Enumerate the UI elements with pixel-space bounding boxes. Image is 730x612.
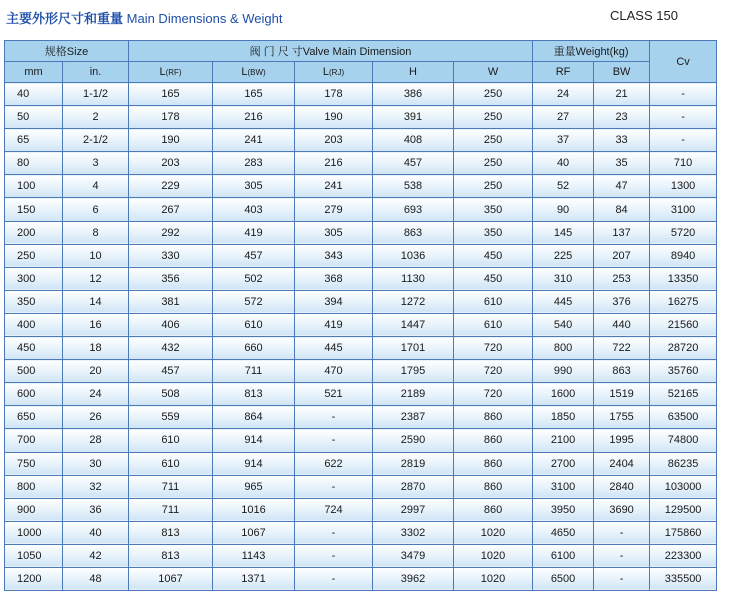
cell-in: 28: [63, 429, 129, 452]
cell-l-bw: 914: [213, 452, 295, 475]
table-row: [5, 521, 717, 544]
cell-h: 2997: [373, 498, 454, 521]
cell-l-rf: 165: [129, 83, 213, 106]
cell-mm: 450: [5, 337, 63, 360]
cell-l-bw: 216: [213, 106, 295, 129]
cell-l-rj: 203: [295, 129, 373, 152]
cell-w: 250: [454, 106, 533, 129]
table-row: [5, 267, 717, 290]
cell-cv: 13350: [650, 267, 717, 290]
cell-l-rj: 343: [295, 244, 373, 267]
cell-wt-rf: 990: [533, 360, 594, 383]
cell-wt-bw: -: [594, 544, 650, 567]
pressure-class-label: CLASS 150: [610, 8, 678, 23]
table-row: [5, 337, 717, 360]
table-row: [5, 244, 717, 267]
cell-l-rj: 445: [295, 337, 373, 360]
cell-l-bw: 1143: [213, 544, 295, 567]
cell-in: 2: [63, 106, 129, 129]
cell-h: 2819: [373, 452, 454, 475]
cell-h: 1272: [373, 290, 454, 313]
cell-in: 14: [63, 290, 129, 313]
cell-cv: -: [650, 83, 717, 106]
cell-mm: 900: [5, 498, 63, 521]
cell-wt-rf: 27: [533, 106, 594, 129]
cell-l-rj: 190: [295, 106, 373, 129]
cell-l-rj: 521: [295, 383, 373, 406]
cell-l-rf: 203: [129, 152, 213, 175]
cell-wt-rf: 37: [533, 129, 594, 152]
cell-wt-bw: -: [594, 567, 650, 590]
cell-l-rf: 1067: [129, 567, 213, 590]
cell-mm: 400: [5, 313, 63, 336]
header-row-group: [5, 41, 717, 62]
cell-mm: 40: [5, 83, 63, 106]
cell-in: 20: [63, 360, 129, 383]
header-l-bw: [213, 62, 295, 83]
cell-h: 2870: [373, 475, 454, 498]
cell-mm: 1000: [5, 521, 63, 544]
cell-w: 1020: [454, 544, 533, 567]
cell-wt-bw: 33: [594, 129, 650, 152]
cell-cv: 223300: [650, 544, 717, 567]
cell-mm: 600: [5, 383, 63, 406]
cell-wt-rf: 1850: [533, 406, 594, 429]
cell-mm: 50: [5, 106, 63, 129]
dimensions-table: [4, 40, 717, 591]
cell-wt-bw: 3690: [594, 498, 650, 521]
cell-wt-bw: 440: [594, 313, 650, 336]
cell-l-rj: 178: [295, 83, 373, 106]
cell-w: 450: [454, 244, 533, 267]
cell-l-rf: 813: [129, 544, 213, 567]
cell-cv: 710: [650, 152, 717, 175]
cell-w: 610: [454, 313, 533, 336]
cell-l-rf: 381: [129, 290, 213, 313]
cell-w: 860: [454, 475, 533, 498]
cell-cv: 335500: [650, 567, 717, 590]
cell-l-rj: -: [295, 429, 373, 452]
cell-wt-bw: 207: [594, 244, 650, 267]
cell-l-bw: 660: [213, 337, 295, 360]
cell-wt-bw: 21: [594, 83, 650, 106]
cell-mm: 100: [5, 175, 63, 198]
cell-wt-rf: 225: [533, 244, 594, 267]
cell-cv: 1300: [650, 175, 717, 198]
cell-l-rj: -: [295, 406, 373, 429]
cell-wt-bw: 1519: [594, 383, 650, 406]
cell-in: 10: [63, 244, 129, 267]
cell-l-bw: 419: [213, 221, 295, 244]
table-row: [5, 198, 717, 221]
cell-wt-rf: 40: [533, 152, 594, 175]
cell-in: 26: [63, 406, 129, 429]
cell-wt-rf: 4650: [533, 521, 594, 544]
cell-w: 720: [454, 383, 533, 406]
cell-l-rj: -: [295, 475, 373, 498]
table-row: [5, 406, 717, 429]
cell-wt-bw: 1755: [594, 406, 650, 429]
cell-mm: 80: [5, 152, 63, 175]
cell-mm: 750: [5, 452, 63, 475]
cell-mm: 800: [5, 475, 63, 498]
cell-l-bw: 283: [213, 152, 295, 175]
cell-l-rj: 470: [295, 360, 373, 383]
cell-l-rj: 241: [295, 175, 373, 198]
cell-l-rf: 711: [129, 498, 213, 521]
cell-l-rf: 610: [129, 452, 213, 475]
cell-l-rf: 406: [129, 313, 213, 336]
table-row: [5, 106, 717, 129]
header-l-rf-letter: L: [159, 66, 166, 78]
cell-cv: 35760: [650, 360, 717, 383]
header-valve-dimension: 阀 门 尺 寸Valve Main Dimension: [129, 41, 533, 62]
header-l-rj: [295, 62, 373, 83]
cell-l-bw: 241: [213, 129, 295, 152]
cell-w: 1020: [454, 567, 533, 590]
cell-h: 3479: [373, 544, 454, 567]
cell-h: 538: [373, 175, 454, 198]
cell-wt-bw: 722: [594, 337, 650, 360]
cell-w: 610: [454, 290, 533, 313]
cell-in: 30: [63, 452, 129, 475]
cell-cv: 52165: [650, 383, 717, 406]
cell-cv: 175860: [650, 521, 717, 544]
cell-l-rf: 508: [129, 383, 213, 406]
header-in: in.: [63, 62, 129, 83]
table-row: [5, 475, 717, 498]
cell-mm: 65: [5, 129, 63, 152]
cell-l-rf: 190: [129, 129, 213, 152]
cell-in: 12: [63, 267, 129, 290]
cell-w: 250: [454, 129, 533, 152]
cell-in: 1-1/2: [63, 83, 129, 106]
table-row: [5, 452, 717, 475]
cell-wt-rf: 90: [533, 198, 594, 221]
cell-l-rj: 368: [295, 267, 373, 290]
header-l-bw-subscript: (BW): [247, 68, 266, 77]
cell-h: 1130: [373, 267, 454, 290]
cell-wt-bw: 253: [594, 267, 650, 290]
cell-wt-rf: 2700: [533, 452, 594, 475]
cell-in: 24: [63, 383, 129, 406]
cell-wt-bw: 376: [594, 290, 650, 313]
cell-cv: -: [650, 106, 717, 129]
cell-wt-rf: 540: [533, 313, 594, 336]
cell-l-rf: 711: [129, 475, 213, 498]
header-weight: 重量Weight(kg): [533, 41, 650, 62]
cell-l-rf: 292: [129, 221, 213, 244]
cell-cv: -: [650, 129, 717, 152]
cell-w: 250: [454, 83, 533, 106]
header-row-columns: [5, 62, 717, 83]
table-row: [5, 567, 717, 590]
header-l-rj-letter: L: [322, 66, 329, 78]
cell-h: 863: [373, 221, 454, 244]
page-title: [6, 8, 282, 27]
cell-h: 386: [373, 83, 454, 106]
cell-h: 2387: [373, 406, 454, 429]
cell-l-rj: 394: [295, 290, 373, 313]
cell-wt-bw: 137: [594, 221, 650, 244]
cell-w: 350: [454, 198, 533, 221]
cell-wt-rf: 52: [533, 175, 594, 198]
cell-l-rj: -: [295, 521, 373, 544]
cell-mm: 700: [5, 429, 63, 452]
table-row: [5, 129, 717, 152]
cell-w: 720: [454, 337, 533, 360]
cell-wt-rf: 1600: [533, 383, 594, 406]
header-l-rf: [129, 62, 213, 83]
cell-h: 457: [373, 152, 454, 175]
table-row: [5, 383, 717, 406]
cell-l-bw: 457: [213, 244, 295, 267]
cell-in: 48: [63, 567, 129, 590]
cell-in: 42: [63, 544, 129, 567]
cell-l-rf: 330: [129, 244, 213, 267]
cell-w: 860: [454, 406, 533, 429]
table-row: [5, 498, 717, 521]
cell-w: 860: [454, 452, 533, 475]
cell-cv: 8940: [650, 244, 717, 267]
cell-in: 32: [63, 475, 129, 498]
cell-l-rj: 419: [295, 313, 373, 336]
cell-l-rf: 356: [129, 267, 213, 290]
cell-h: 1036: [373, 244, 454, 267]
cell-l-rf: 432: [129, 337, 213, 360]
cell-wt-bw: 35: [594, 152, 650, 175]
cell-l-rj: 724: [295, 498, 373, 521]
cell-in: 3: [63, 152, 129, 175]
table-row: [5, 313, 717, 336]
cell-in: 2-1/2: [63, 129, 129, 152]
cell-l-rf: 610: [129, 429, 213, 452]
cell-mm: 1050: [5, 544, 63, 567]
cell-l-rj: -: [295, 567, 373, 590]
cell-l-rf: 178: [129, 106, 213, 129]
cell-mm: 150: [5, 198, 63, 221]
cell-w: 250: [454, 152, 533, 175]
cell-l-bw: 165: [213, 83, 295, 106]
table-row: [5, 152, 717, 175]
cell-w: 250: [454, 175, 533, 198]
cell-wt-bw: 2840: [594, 475, 650, 498]
cell-l-bw: 610: [213, 313, 295, 336]
cell-w: 450: [454, 267, 533, 290]
cell-h: 2590: [373, 429, 454, 452]
table-row: [5, 83, 717, 106]
cell-l-bw: 572: [213, 290, 295, 313]
cell-wt-rf: 3100: [533, 475, 594, 498]
cell-w: 860: [454, 498, 533, 521]
cell-l-bw: 711: [213, 360, 295, 383]
cell-mm: 650: [5, 406, 63, 429]
cell-h: 408: [373, 129, 454, 152]
cell-l-bw: 403: [213, 198, 295, 221]
cell-in: 40: [63, 521, 129, 544]
cell-h: 1795: [373, 360, 454, 383]
table-row: [5, 429, 717, 452]
cell-l-rj: 216: [295, 152, 373, 175]
cell-w: 1020: [454, 521, 533, 544]
cell-h: 391: [373, 106, 454, 129]
cell-mm: 350: [5, 290, 63, 313]
cell-l-bw: 1371: [213, 567, 295, 590]
cell-cv: 28720: [650, 337, 717, 360]
cell-w: 860: [454, 429, 533, 452]
table-row: [5, 544, 717, 567]
header-w: W: [454, 62, 533, 83]
cell-cv: 3100: [650, 198, 717, 221]
cell-w: 720: [454, 360, 533, 383]
table-row: [5, 175, 717, 198]
cell-h: 1447: [373, 313, 454, 336]
cell-wt-bw: 863: [594, 360, 650, 383]
cell-wt-rf: 24: [533, 83, 594, 106]
cell-wt-rf: 6100: [533, 544, 594, 567]
cell-in: 8: [63, 221, 129, 244]
cell-cv: 86235: [650, 452, 717, 475]
header-weight-bw: BW: [594, 62, 650, 83]
cell-wt-bw: 2404: [594, 452, 650, 475]
cell-wt-rf: 3950: [533, 498, 594, 521]
header-mm: mm: [5, 62, 63, 83]
cell-l-rj: -: [295, 544, 373, 567]
cell-l-rj: 305: [295, 221, 373, 244]
cell-l-bw: 965: [213, 475, 295, 498]
cell-wt-rf: 145: [533, 221, 594, 244]
cell-wt-rf: 6500: [533, 567, 594, 590]
cell-mm: 250: [5, 244, 63, 267]
cell-l-bw: 1016: [213, 498, 295, 521]
cell-h: 2189: [373, 383, 454, 406]
cell-wt-rf: 310: [533, 267, 594, 290]
cell-l-rf: 267: [129, 198, 213, 221]
cell-cv: 63500: [650, 406, 717, 429]
cell-l-rf: 559: [129, 406, 213, 429]
cell-mm: 300: [5, 267, 63, 290]
cell-l-bw: 864: [213, 406, 295, 429]
title-chinese: 主要外形尺寸和重量: [6, 11, 124, 26]
cell-in: 36: [63, 498, 129, 521]
cell-h: 693: [373, 198, 454, 221]
header-weight-rf: RF: [533, 62, 594, 83]
header-size: 规格Size: [5, 41, 129, 62]
cell-in: 16: [63, 313, 129, 336]
cell-cv: 21560: [650, 313, 717, 336]
cell-wt-rf: 800: [533, 337, 594, 360]
cell-h: 3302: [373, 521, 454, 544]
cell-l-bw: 1067: [213, 521, 295, 544]
cell-cv: 103000: [650, 475, 717, 498]
cell-in: 18: [63, 337, 129, 360]
cell-wt-rf: 2100: [533, 429, 594, 452]
cell-wt-bw: 47: [594, 175, 650, 198]
cell-mm: 200: [5, 221, 63, 244]
cell-l-bw: 914: [213, 429, 295, 452]
table-row: [5, 290, 717, 313]
cell-cv: 5720: [650, 221, 717, 244]
header-h: H: [373, 62, 454, 83]
cell-wt-bw: 1995: [594, 429, 650, 452]
cell-wt-bw: 23: [594, 106, 650, 129]
header-l-rj-subscript: (RJ): [329, 68, 345, 77]
cell-wt-bw: 84: [594, 198, 650, 221]
table-body: [5, 83, 717, 591]
cell-l-rj: 279: [295, 198, 373, 221]
cell-l-rj: 622: [295, 452, 373, 475]
header-l-rf-subscript: (RF): [165, 68, 182, 77]
cell-l-rf: 813: [129, 521, 213, 544]
cell-mm: 1200: [5, 567, 63, 590]
cell-l-rf: 229: [129, 175, 213, 198]
header-l-bw-letter: L: [241, 66, 248, 78]
table-row: [5, 360, 717, 383]
cell-l-rf: 457: [129, 360, 213, 383]
cell-h: 1701: [373, 337, 454, 360]
cell-wt-rf: 445: [533, 290, 594, 313]
cell-cv: 74800: [650, 429, 717, 452]
title-english: Main Dimensions & Weight: [126, 11, 283, 26]
cell-h: 3962: [373, 567, 454, 590]
table-row: [5, 221, 717, 244]
cell-l-bw: 305: [213, 175, 295, 198]
cell-l-bw: 813: [213, 383, 295, 406]
cell-w: 350: [454, 221, 533, 244]
cell-in: 4: [63, 175, 129, 198]
header-cv: Cv: [650, 41, 717, 83]
cell-wt-bw: -: [594, 521, 650, 544]
cell-l-bw: 502: [213, 267, 295, 290]
cell-cv: 16275: [650, 290, 717, 313]
cell-in: 6: [63, 198, 129, 221]
cell-cv: 129500: [650, 498, 717, 521]
cell-mm: 500: [5, 360, 63, 383]
